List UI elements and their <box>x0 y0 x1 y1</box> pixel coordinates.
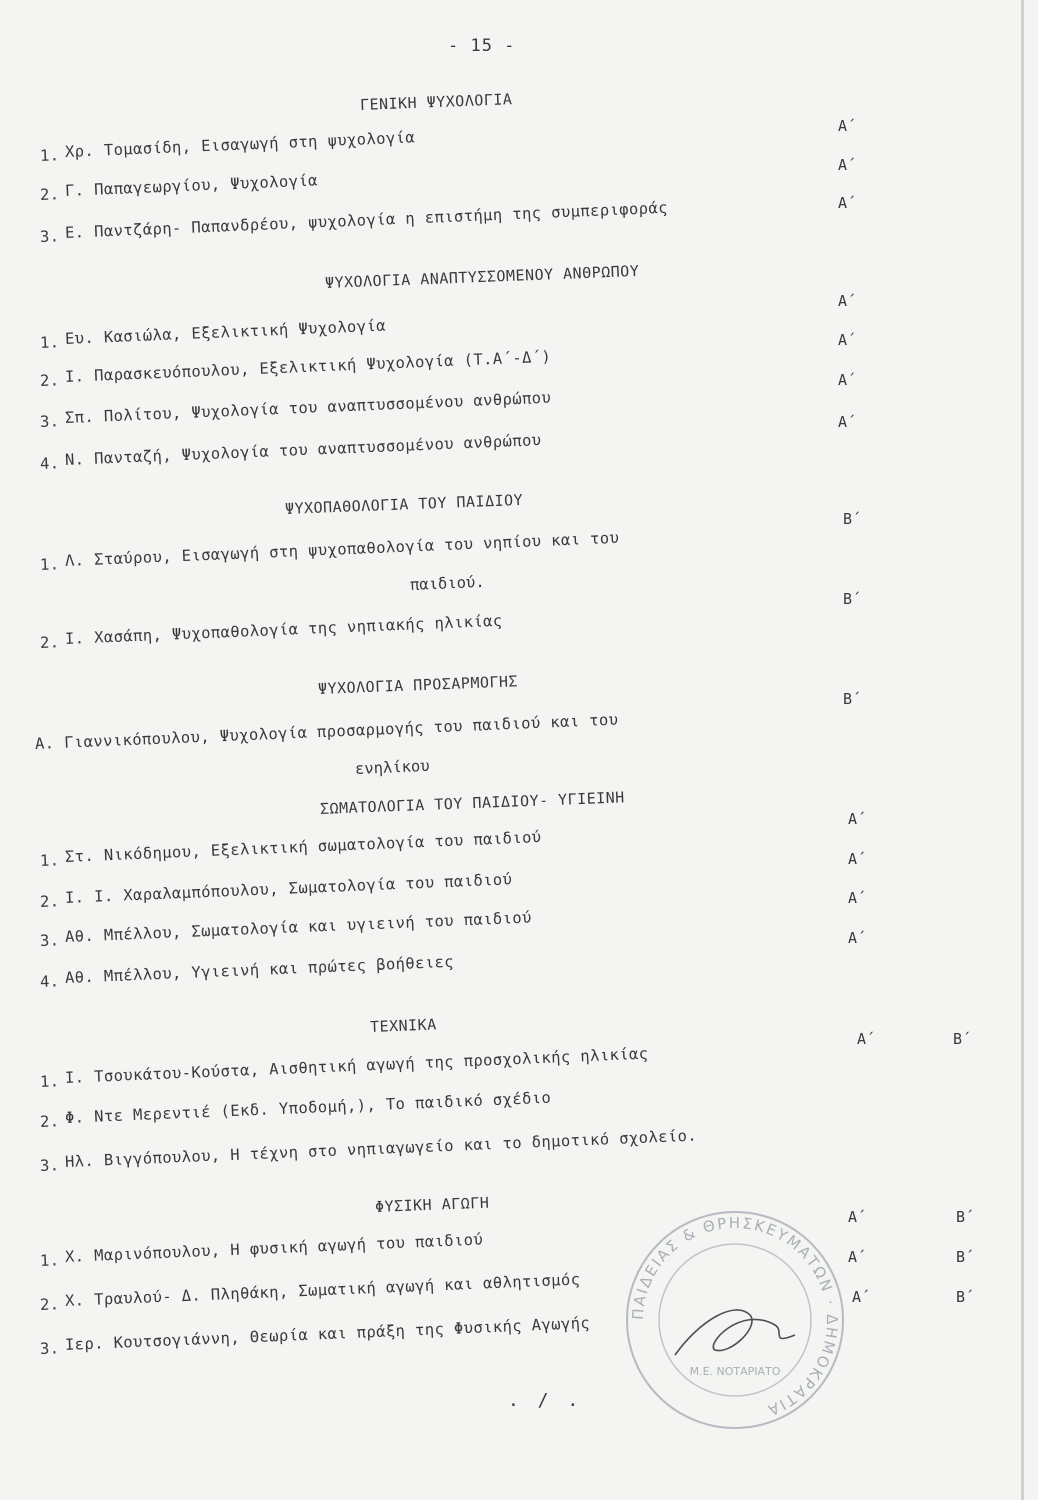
year-label: Β΄ <box>843 510 862 528</box>
year-label: Α΄ <box>848 1248 867 1266</box>
entry-text: Αθ. Μπέλλου, Υγιεινή και πρώτες βοήθειες <box>64 952 455 987</box>
entry-number: 1. <box>39 1072 60 1091</box>
year-label: Α΄ <box>838 413 857 431</box>
entry-number: 4. <box>39 454 60 473</box>
entry-text: Σπ. Πολίτου, Ψυχολογία του αναπτυσσομένου ανθρώπου <box>64 388 552 427</box>
year-label: Α΄ <box>838 117 857 135</box>
year-label: Α΄ <box>852 1288 871 1306</box>
year-label: Α΄ <box>848 850 867 868</box>
page-footer-continuation: . / . <box>508 1390 583 1411</box>
entry-number: 1. <box>39 851 60 870</box>
section-heading: ΨΥΧΟΛΟΓΙΑ ΑΝΑΠΤΥΣΣΟΜΕΝΟΥ ΑΝΘΡΩΠΟΥ <box>324 261 640 292</box>
entry-text: Ιερ. Κουτσογιάννη, Θεωρία και πράξη της Φυσικής Αγωγής <box>64 1314 591 1354</box>
entry-number: 3. <box>39 1156 60 1175</box>
entry-number: 2. <box>39 892 60 911</box>
year-label: Α΄ <box>848 810 867 828</box>
year-label: Β΄ <box>843 690 862 708</box>
year-label: Α΄ <box>838 194 857 212</box>
entry-number: 2. <box>39 185 60 204</box>
svg-text:ΠΑΙΔΕΙΑΣ & ΘΡΗΣΚΕΥΜΑΤΩΝ · ΔΗΜΟ <box>629 1214 841 1420</box>
year-label: Α΄ <box>838 331 857 349</box>
year-label: Β΄ <box>953 1030 972 1048</box>
entry-text: Ι. Χασάπη, Ψυχοπαθολογία της νηπιακής ηλικίας <box>64 611 503 648</box>
year-label: Β΄ <box>956 1288 975 1306</box>
entry-text: Ι. Τσουκάτου-Κούστα, Αισθητική αγωγή της προσχολικής ηλικίας <box>64 1044 649 1087</box>
year-label: Β΄ <box>956 1208 975 1226</box>
section-heading: ΦΥΣΙΚΗ ΑΓΩΓΗ <box>374 1193 490 1216</box>
entry-text: Χ. Τραυλού- Δ. Πληθάκη, Σωματική αγωγή και αθλητισμός <box>64 1270 581 1310</box>
year-label: Α΄ <box>848 929 867 947</box>
entry-number: 2. <box>39 1295 60 1314</box>
page-edge-shadow <box>1021 0 1024 1500</box>
entry-continuation: ενηλίκου <box>354 756 430 778</box>
stamp-outer-text: ΠΑΙΔΕΙΑΣ & ΘΡΗΣΚΕΥΜΑΤΩΝ · ΔΗΜΟΚΡΑΤΙΑ <box>628 1213 842 1420</box>
entry-number: 4. <box>39 972 60 991</box>
section-heading: ΨΥΧΟΠΑΘΟΛΟΓΙΑ ΤΟΥ ΠΑΙΔΙΟΥ <box>284 490 524 518</box>
entry-text: Ε. Παντζάρη- Παπανδρέου, ψυχολογία η επιστήμη της συμπεριφοράς <box>64 198 669 242</box>
entry-number: 1. <box>39 146 60 165</box>
entry-number: 2. <box>39 1112 60 1131</box>
entry-number: 1. <box>39 555 60 574</box>
year-label: Α΄ <box>848 1208 867 1226</box>
entry-number: 1. <box>39 1251 60 1270</box>
entry-text: Α. Γιαννικόπουλου, Ψυχολογία προσαρμογής του παιδιού και του <box>34 710 619 753</box>
entry-continuation: παιδιού. <box>409 572 485 594</box>
entry-text: Λ. Σταύρου, Εισαγωγή στη ψυχοπαθολογία του νηπίου και του <box>64 528 620 570</box>
entry-number: 3. <box>39 412 60 431</box>
entry-text: Ευ. Κασιώλα, Εξελικτική Ψυχολογία <box>64 316 387 348</box>
year-label: Β΄ <box>956 1248 975 1266</box>
entry-text: Αθ. Μπέλλου, Σωματολογία και υγιεινή του παιδιού <box>64 908 533 946</box>
entry-text: Χρ. Τομασίδη, Εισαγωγή στη ψυχολογία <box>64 128 416 161</box>
section-heading: ΓΕΝΙΚΗ ΨΥΧΟΛΟΓΙΑ <box>359 90 513 114</box>
entry-text: Ν. Πανταζή, Ψυχολογία του αναπτυσσομένου ανθρώπου <box>64 431 542 469</box>
section-heading: ΤΕΧΝΙΚΑ <box>369 1015 438 1036</box>
entry-number: 3. <box>39 227 60 246</box>
entry-number: 3. <box>39 931 60 950</box>
year-label: Α΄ <box>857 1030 876 1048</box>
entry-text: Χ. Μαρινόπουλου, Η φυσική αγωγή του παιδιού <box>64 1230 484 1266</box>
section-heading: ΨΥΧΟΛΟΓΙΑ ΠΡΟΣΑΡΜΟΓΗΣ <box>317 672 519 698</box>
stamp-inner-text: Μ.Ε. ΝΟΤΑΡΙΑΤΟ <box>689 1365 781 1378</box>
section-heading: ΣΩΜΑΤΟΛΟΓΙΑ ΤΟΥ ΠΑΙΔΙΟΥ- ΥΓΙΕΙΝΗ <box>319 788 626 818</box>
official-stamp <box>620 1205 850 1435</box>
year-label: Α΄ <box>838 156 857 174</box>
entry-text: Στ. Νικόδημου, Εξελικτική σωματολογία του παιδιού <box>64 828 542 866</box>
entry-number: 1. <box>39 333 60 352</box>
entry-number: 2. <box>39 633 60 652</box>
entry-text: Φ. Ντε Μερεντιέ (Εκδ. Υποδομή,), Το παιδικό σχέδιο <box>64 1088 552 1127</box>
entry-text: Γ. Παπαγεωργίου, Ψυχολογία <box>64 171 319 200</box>
page-number: - 15 - <box>448 36 516 56</box>
year-label: Α΄ <box>838 292 857 310</box>
entry-text: Ι. Παρασκευόπουλου, Εξελικτική Ψυχολογία (Τ.Α΄-Δ΄) <box>64 347 552 386</box>
year-label: Α΄ <box>848 889 867 907</box>
year-label: Β΄ <box>843 590 862 608</box>
entry-number: 3. <box>39 1339 60 1358</box>
signature-scribble <box>675 1310 795 1355</box>
entry-text: Ηλ. Βιγγόπουλου, Η τέχνη στο νηπιαγωγείο και το δημοτικό σχολείο. <box>64 1126 698 1171</box>
year-label: Α΄ <box>838 371 857 389</box>
entry-number: 2. <box>39 371 60 390</box>
entry-text: Ι. Ι. Χαραλαμπόπουλου, Σωματολογία του παιδιού <box>64 870 513 907</box>
